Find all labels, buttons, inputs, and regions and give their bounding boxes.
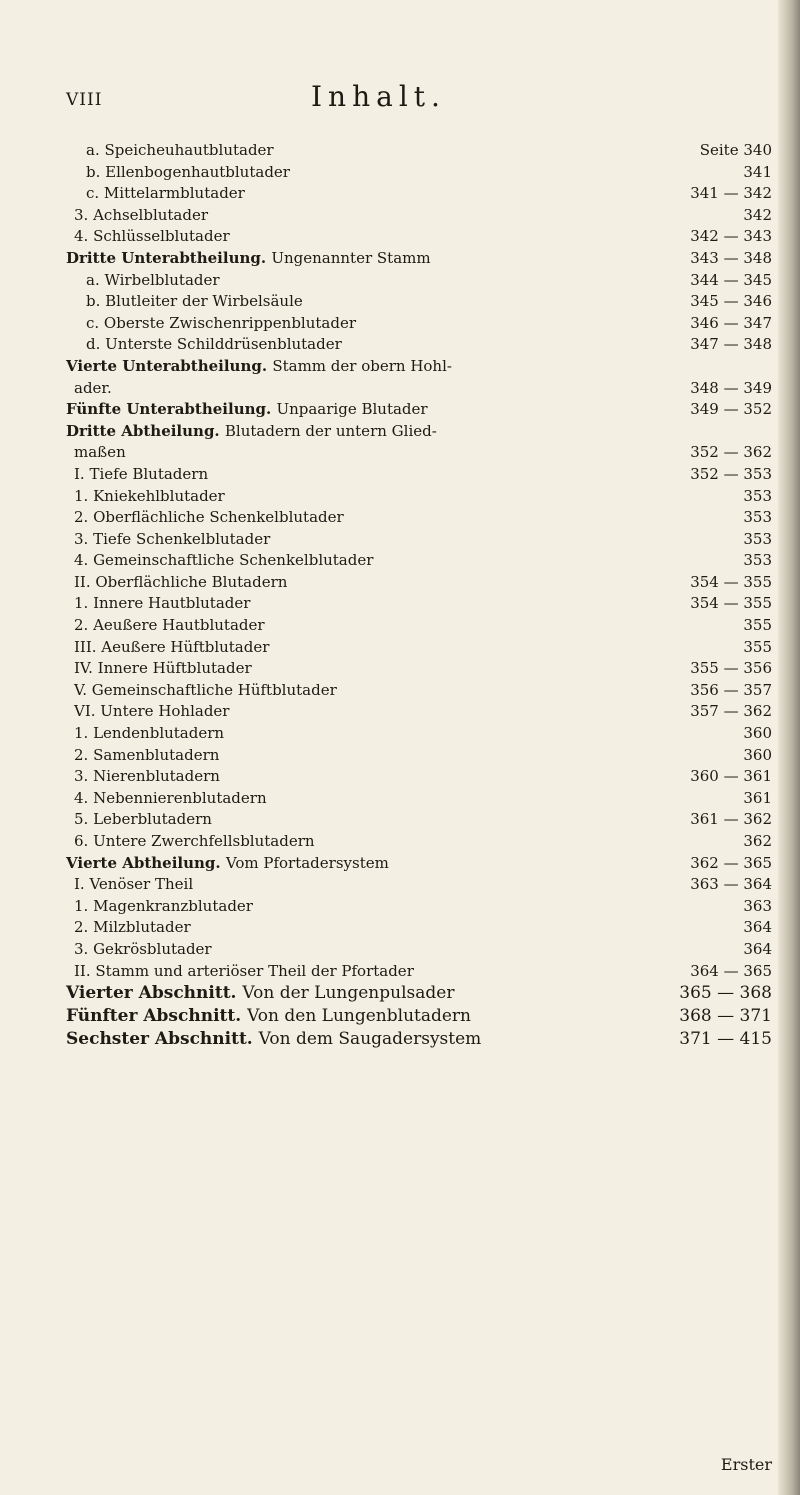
toc-entry-label — [74, 701, 229, 723]
toc-entry-pages: 362 — [743, 832, 772, 850]
toc-entry — [66, 615, 772, 637]
toc-entry-heading: I. Venöser Theil — [74, 875, 194, 894]
toc-entry-pages: 364 — [743, 918, 772, 937]
toc-entry — [66, 183, 772, 205]
toc-entry — [66, 680, 772, 702]
toc-entry-label — [74, 788, 267, 810]
catchword: Erster — [720, 1455, 772, 1474]
toc-entry-label — [74, 529, 270, 551]
toc-entry-heading: 3. Nierenblutadern — [74, 767, 220, 786]
toc-entry-label — [86, 162, 290, 184]
toc-entry-pages: 348 — 349 — [690, 378, 772, 397]
toc-entry-title: Vom Pfortadersystem — [225, 853, 389, 872]
toc-entry-label — [74, 874, 193, 896]
toc-entry-label — [66, 356, 452, 378]
toc-entry-pages: 365 — 368 — [679, 983, 772, 1004]
toc-entry — [66, 723, 772, 745]
toc-entry-pages: 344 — 345 — [690, 270, 772, 289]
toc-entry — [66, 205, 772, 227]
toc-entry-pages: 346 — 347 — [690, 313, 772, 332]
toc-entry-heading: VI. Untere Hohlader — [74, 702, 230, 721]
page-number: VIII — [66, 90, 103, 110]
toc-entry-label — [66, 399, 428, 421]
running-title: Inhalt. — [311, 80, 446, 113]
toc-entry — [66, 248, 772, 270]
toc-entry-pages: 353 — [743, 508, 772, 527]
toc-entry — [66, 550, 772, 572]
toc-entry-heading: 2. Samenblutadern — [74, 745, 220, 764]
toc-entry-heading: 2. Milzblutader — [74, 918, 191, 937]
toc-entry-pages: 355 — [743, 637, 772, 656]
toc-entry-heading: 6. Untere Zwerchfellsblutadern — [74, 832, 315, 850]
toc-entry-label — [74, 809, 212, 831]
toc-entry-label — [86, 291, 303, 313]
toc-entry-label — [74, 896, 253, 918]
toc-entry-heading: 2. Oberflächliche Schenkelblutader — [74, 508, 344, 527]
toc-entry — [66, 896, 772, 918]
toc-entry-heading: V. Gemeinschaftliche Hüftblutader — [74, 680, 337, 699]
toc-entry — [66, 788, 772, 810]
toc-entry-heading: II. Stamm und arteriöser Theil der Pfortader — [74, 961, 414, 980]
toc-entry-pages: 361 — [743, 788, 772, 807]
toc-entry-label — [66, 982, 454, 1005]
toc-entry — [66, 270, 772, 292]
toc-entry-title: Von dem Saugadersystem — [258, 1029, 482, 1050]
toc-entry-pages: 354 — 355 — [690, 594, 772, 613]
toc-entry-label — [86, 140, 274, 162]
toc-entry — [66, 1028, 772, 1051]
toc-entry-heading: b. Ellenbogenhautblutader — [86, 162, 290, 181]
toc-entry-heading: d. Unterste Schilddrüsenblutader — [86, 335, 342, 354]
toc-entry-label — [74, 680, 337, 702]
toc-entry-pages: 342 — 343 — [690, 227, 772, 246]
toc-entry — [66, 1005, 772, 1028]
toc-entry-label — [74, 593, 250, 615]
toc-entry-label — [74, 442, 126, 464]
toc-entry-pages: 363 — [743, 896, 772, 915]
toc-entry-label — [86, 334, 342, 356]
toc-entry-pages: 360 — [743, 745, 772, 764]
toc-entry-pages: 347 — 348 — [690, 335, 772, 354]
toc-entry — [66, 162, 772, 184]
toc-entry-heading: 1. Innere Hautblutader — [74, 594, 251, 613]
toc-entry-heading: Dritte Abtheilung. — [66, 421, 220, 440]
toc-entry-label — [74, 205, 208, 227]
toc-entry-label — [74, 831, 315, 853]
toc-entry-heading: c. Mittelarmblutader — [86, 184, 245, 203]
toc-entry — [66, 291, 772, 313]
toc-entry-label — [74, 486, 225, 508]
toc-entry-pages: 361 — 362 — [690, 810, 772, 829]
toc-entry — [66, 529, 772, 551]
toc-entry-label — [86, 270, 220, 292]
toc-entry — [66, 917, 772, 939]
toc-entry-pages: 345 — 346 — [690, 292, 772, 311]
toc-entry-label — [86, 183, 245, 205]
toc-entry-pages: 353 — [743, 551, 772, 570]
toc-entry — [66, 334, 772, 356]
toc-entry — [66, 507, 772, 529]
toc-entry-label — [74, 507, 344, 529]
toc-entry-label — [74, 917, 191, 939]
toc-entry-heading: 4. Nebennierenblutadern — [74, 788, 267, 807]
toc-entry-label — [86, 313, 356, 335]
toc-entry-pages: 355 — [743, 616, 772, 635]
toc-entry-label — [74, 615, 265, 637]
toc-entry-heading: Fünfte Unterabtheilung. — [66, 400, 272, 419]
toc-entry-pages: 352 — 362 — [690, 443, 772, 462]
toc-entry — [66, 442, 772, 464]
toc-entry-heading: Vierte Unterabtheilung. — [66, 356, 268, 375]
table-of-contents — [66, 140, 772, 1051]
toc-entry — [66, 658, 772, 680]
toc-entry-heading: III. Aeußere Hüftblutader — [74, 637, 270, 656]
toc-entry-heading: ader. — [74, 378, 112, 397]
toc-entry — [66, 701, 772, 723]
toc-entry-pages: 357 — 362 — [690, 702, 772, 721]
toc-entry-heading: 5. Leberblutadern — [74, 810, 212, 829]
toc-entry-heading: Vierter Abschnitt. — [66, 983, 237, 1004]
toc-entry-pages: 353 — [743, 486, 772, 505]
toc-entry-heading: Dritte Unterabtheilung. — [66, 248, 267, 267]
toc-entry — [66, 140, 772, 162]
toc-entry-heading: Vierte Abtheilung. — [66, 853, 221, 872]
toc-entry-label — [74, 226, 230, 248]
toc-entry-pages: 364 — 365 — [690, 961, 772, 980]
toc-entry-pages: 341 — 342 — [690, 184, 772, 203]
toc-entry — [66, 809, 772, 831]
toc-entry-heading: IV. Innere Hüftblutader — [74, 659, 252, 678]
toc-entry-label — [74, 572, 287, 594]
toc-entry-pages: 360 — [743, 724, 772, 743]
page-edge-shadow — [778, 0, 800, 1495]
toc-entry-title: Von den Lungenblutadern — [247, 1006, 472, 1027]
toc-entry-label — [74, 723, 224, 745]
toc-entry-heading: Fünfter Abschnitt. — [66, 1006, 242, 1027]
toc-entry-heading: 3. Tiefe Schenkelblutader — [74, 529, 271, 548]
toc-entry-label — [74, 464, 208, 486]
toc-entry-heading: 3. Achselblutader — [74, 205, 209, 224]
toc-entry — [66, 399, 772, 421]
toc-entry-heading: 1. Magenkranzblutader — [74, 896, 253, 915]
toc-entry-pages: 371 — 415 — [679, 1029, 772, 1050]
toc-entry-label — [74, 745, 219, 767]
toc-entry — [66, 356, 772, 378]
toc-entry — [66, 464, 772, 486]
toc-entry-heading: a. Speicheuhautblutader — [86, 141, 274, 159]
toc-entry-label — [74, 766, 220, 788]
toc-entry-label — [74, 961, 414, 983]
toc-entry — [66, 874, 772, 896]
toc-entry-pages: 356 — 357 — [690, 680, 772, 699]
toc-entry-label — [66, 1005, 471, 1028]
toc-entry-heading: a. Wirbelblutader — [86, 270, 220, 289]
toc-entry-pages: 343 — 348 — [690, 248, 772, 267]
toc-entry-pages: 363 — 364 — [690, 875, 772, 894]
toc-entry — [66, 486, 772, 508]
toc-entry — [66, 766, 772, 788]
toc-entry — [66, 572, 772, 594]
toc-entry-label — [66, 1028, 481, 1051]
toc-entry-pages: 341 — [743, 162, 772, 181]
toc-entry-label — [66, 248, 431, 270]
toc-entry-pages: 355 — 356 — [690, 659, 772, 678]
toc-entry-heading: I. Tiefe Blutadern — [74, 464, 209, 483]
toc-entry-heading: 3. Gekrösblutader — [74, 939, 212, 958]
toc-entry-label — [74, 550, 373, 572]
toc-entry-heading: c. Oberste Zwischenrippenblutader — [86, 313, 356, 332]
toc-entry-label — [74, 658, 252, 680]
page-header — [66, 80, 766, 128]
toc-entry-pages: Seite 340 — [699, 141, 772, 159]
toc-entry-heading: 1. Kniekehlblutader — [74, 486, 225, 505]
toc-entry-title: Blutadern der untern Glied- — [224, 421, 437, 440]
toc-entry-pages: 368 — 371 — [679, 1006, 772, 1027]
toc-entry — [66, 421, 772, 443]
toc-entry-title: Ungenannter Stamm — [271, 248, 431, 267]
toc-entry-label — [74, 939, 212, 961]
toc-entry — [66, 939, 772, 961]
toc-entry-heading: b. Blutleiter der Wirbelsäule — [86, 292, 303, 311]
toc-entry — [66, 853, 772, 875]
toc-entry-heading: 4. Schlüsselblutader — [74, 227, 230, 246]
toc-entry-label — [66, 853, 389, 875]
toc-entry-heading: 2. Aeußere Hautblutader — [74, 616, 265, 635]
toc-entry — [66, 745, 772, 767]
toc-entry-pages: 349 — 352 — [690, 400, 772, 419]
toc-entry-label — [74, 637, 269, 659]
toc-entry — [66, 982, 772, 1005]
toc-entry-label — [74, 378, 112, 400]
toc-entry — [66, 593, 772, 615]
toc-entry-pages: 354 — 355 — [690, 572, 772, 591]
toc-entry — [66, 961, 772, 983]
toc-entry-heading: II. Oberflächliche Blutadern — [74, 572, 288, 591]
toc-entry — [66, 226, 772, 248]
toc-entry — [66, 831, 772, 853]
toc-entry-pages: 342 — [743, 205, 772, 224]
toc-entry — [66, 378, 772, 400]
toc-entry-heading: maßen — [74, 443, 126, 462]
toc-entry-heading: 4. Gemeinschaftliche Schenkelblutader — [74, 551, 374, 570]
toc-entry — [66, 637, 772, 659]
toc-entry-pages: 360 — 361 — [690, 767, 772, 786]
toc-entry-pages: 362 — 365 — [690, 853, 772, 872]
toc-entry-pages: 353 — [743, 529, 772, 548]
toc-entry-pages: 352 — 353 — [690, 464, 772, 483]
toc-entry-title: Von der Lungenpulsader — [242, 983, 455, 1004]
toc-entry-title: Unpaarige Blutader — [276, 400, 428, 419]
toc-entry-heading: Sechster Abschnitt. — [66, 1029, 253, 1050]
toc-entry-title: Stamm der obern Hohl- — [272, 356, 452, 375]
toc-entry-pages: 364 — [743, 939, 772, 958]
toc-entry — [66, 313, 772, 335]
toc-entry-label — [66, 421, 437, 443]
toc-entry-heading: 1. Lendenblutadern — [74, 724, 225, 743]
